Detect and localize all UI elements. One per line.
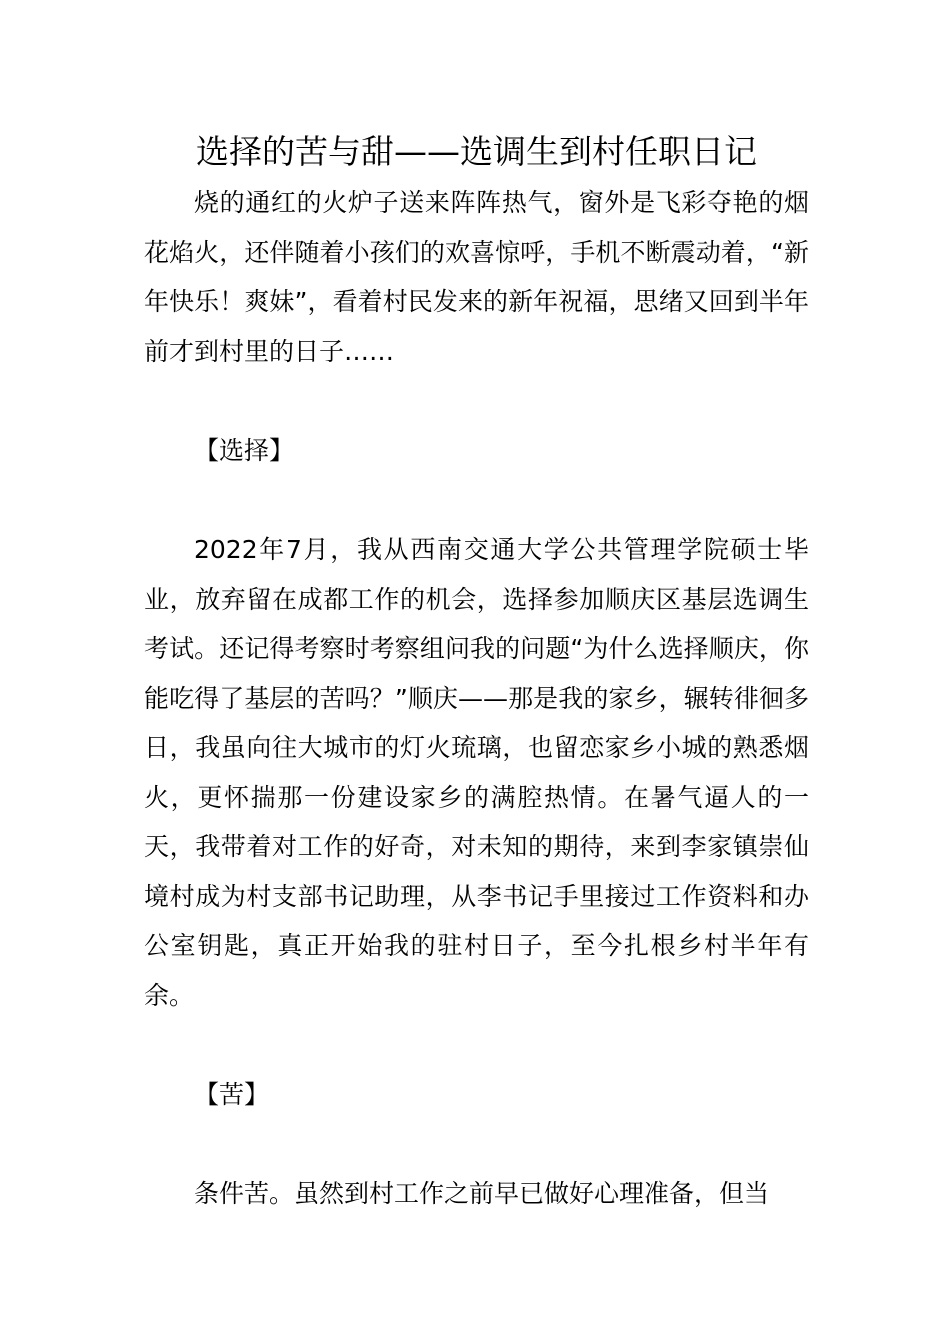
choice-paragraph: 2022年7月，我从西南交通大学公共管理学院硕士毕业，放弃留在成都工作的机会，选择参加顺庆区基层选调生考试。还记得考察时考察组问我的问题“为什么选择顺庆，你能吃得了基层的苦吗？”顺庆——那是我的家乡，辗转徘徊多日，我虽向往大城市的灯火琉璃，也留恋家乡小城的熟悉烟火，更怀揣那一份建设家乡的满腔热情。在暑气逼人的一天，我带着对工作的好奇，对未知的期待，来到李家镇崇仙境村成为村支部书记助理，从李书记手里接过工作资料和办公室钥匙，真正开始我的驻村日子，至今扎根乡村半年有余。	[144, 535, 809, 1010]
intro-paragraph: 烧的通红的火炉子送来阵阵热气，窗外是飞彩夺艳的烟花焰火，还伴随着小孩们的欢喜惊呼，手机不断震动着，“新年快乐！爽妹”，看着村民发来的新年祝福，思绪又回到半年前才到村里的日子……	[144, 188, 809, 366]
bitter-paragraph: 条件苦。虽然到村工作之前早已做好心理准备，但当	[194, 1179, 770, 1208]
section-heading-bitter: 【苦】	[194, 1080, 270, 1109]
section-heading-choice: 【选择】	[194, 436, 295, 465]
document-title: 选择的苦与甜——选调生到村任职日记	[196, 132, 757, 171]
